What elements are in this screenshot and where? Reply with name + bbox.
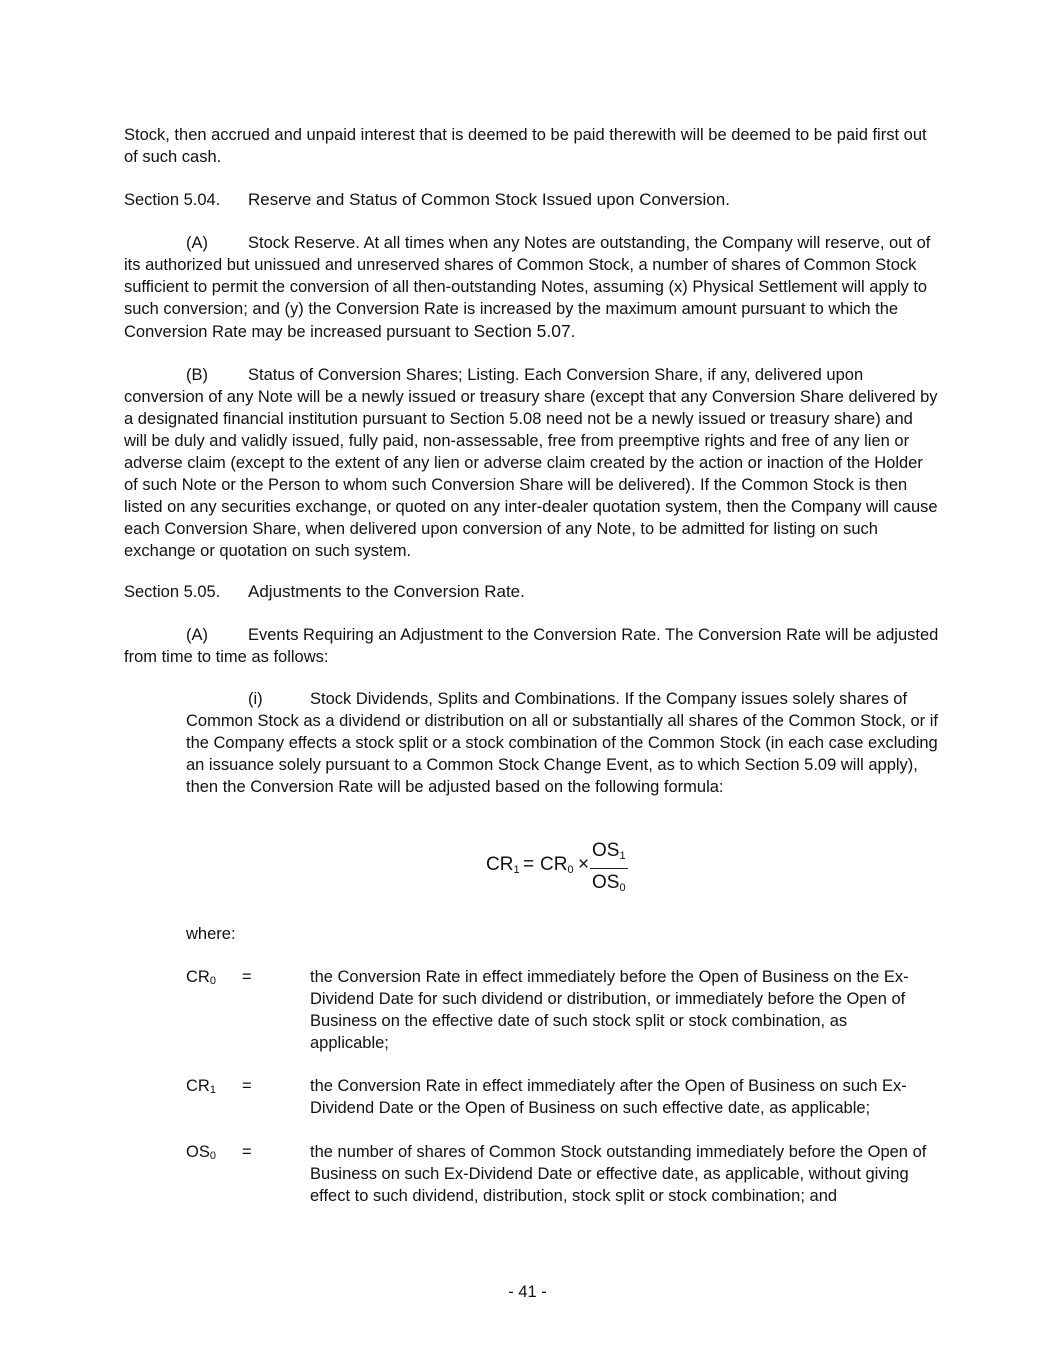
para-text: If the Company issues solely shares of Common Stock as a dividend or distribution on all or substantially all shares of the Common Stock, or if the Company effects a stock split or a stock combination of the Common Stock (in each case excluding an issuance solely pursuant to a Common Stock Change Event, as to which Section 5.09 will apply), then the Conversion Rate will be adjusted based on the following formula: xyxy=(186,690,939,796)
definition-term: $OS_0$ xyxy=(186,1143,216,1162)
definition-equals: = xyxy=(242,1077,252,1095)
section-504-number: Section 5.04. xyxy=(124,191,221,209)
section-504-para-a xyxy=(124,232,939,343)
section-505-para-i xyxy=(186,688,946,798)
definition-text: the Conversion Rate in effect immediately before the Open of Business on the Ex-Dividend Date for such dividend or distribution, or immediately before the Open of Business on the effective date of such stock split or stock combination, as applicable; xyxy=(310,968,909,1052)
fraction-bar xyxy=(590,868,628,869)
para-lead: Events Requiring an Adjustment to the Conversion Rate. xyxy=(248,626,661,644)
para-label: (A) xyxy=(186,626,208,644)
definition-text: the Conversion Rate in effect immediately after the Open of Business on such Ex-Dividend Date or the Open of Business on such effective date, as applicable; xyxy=(310,1077,907,1117)
section-reference: Section 5.07 xyxy=(473,321,571,341)
intro-paragraph: Stock, then accrued and unpaid interest that is deemed to be paid therewith will be deemed to be paid first out of such cash. xyxy=(124,126,927,166)
para-label: (B) xyxy=(186,366,208,384)
section-505-number: Section 5.05. xyxy=(124,583,221,601)
conversion-rate-formula xyxy=(486,840,646,900)
para-text: At all times when any Notes are outstanding, the Company will reserve, out of its authorized but unissued and unreserved shares of Common Stock, a number of shares of Common Stock sufficient to permit the conversion of all then-outstanding Notes, assuming (x) Physical Settlement will apply to such conversion; and (y) the Conversion Rate is increased by the maximum amount pursuant to which the Conversion Rate may be increased pursuant to xyxy=(124,234,931,341)
formula-denominator: $OS_0$ xyxy=(592,872,626,894)
definition-equals: = xyxy=(242,1143,252,1161)
definition-term: $CR_1$ xyxy=(186,1077,216,1096)
page-number: - 41 - xyxy=(508,1283,547,1301)
para-label: (A) xyxy=(186,234,208,252)
formula-lhs: $CR_1$ xyxy=(486,854,520,876)
para-text-end: . xyxy=(570,323,576,341)
definition-equals: = xyxy=(242,968,252,986)
section-505-para-a xyxy=(124,624,939,668)
para-text: Each Conversion Share, if any, delivered upon conversion of any Note will be a newly issued or treasury share (except that any Conversion Share delivered by a designated financial institution pursuant to Section 5.08 need not be a newly issued or treasury share) and will be duly and validly issued, fully paid, non-assessable, free from preemptive rights and free of any lien or adverse claim (except to the extent of any lien or adverse claim created by the action or inaction of the Holder of such Note or the Person to whom such Conversion Share will be delivered). If the Common Stock is then listed on any securities exchange, or quoted on any inter-dealer quotation system, then the Company will cause each Conversion Share, when delivered upon conversion of any Note, to be admitted for listing on such exchange or quotation on such system. xyxy=(124,366,938,560)
formula-times: × xyxy=(578,854,590,875)
formula-numerator: $OS_1$ xyxy=(592,840,626,862)
para-label: (i) xyxy=(248,690,263,708)
where-label: where: xyxy=(186,925,236,943)
definition-text: the number of shares of Common Stock outstanding immediately before the Open of Business on such Ex-Dividend Date or effective date, as applicable, without giving effect to such dividend, distribution, stock split or stock combination; and xyxy=(310,1143,927,1205)
para-text: The Conversion Rate will be adjusted from time to time as follows: xyxy=(124,626,939,666)
section-504-heading xyxy=(124,189,939,211)
section-504-para-b xyxy=(124,364,939,562)
definition-term: $CR_0$ xyxy=(186,968,216,987)
formula-rhs: $CR_0$ xyxy=(540,854,574,876)
section-504-title: Reserve and Status of Common Stock Issued upon Conversion. xyxy=(248,190,730,209)
para-lead: Stock Dividends, Splits and Combinations. xyxy=(310,690,620,708)
para-lead: Status of Conversion Shares; Listing. xyxy=(248,366,520,384)
para-lead: Stock Reserve. xyxy=(248,234,360,252)
section-505-heading xyxy=(124,581,939,603)
section-505-title: Adjustments to the Conversion Rate. xyxy=(248,582,525,601)
formula-equals: = xyxy=(523,854,535,875)
